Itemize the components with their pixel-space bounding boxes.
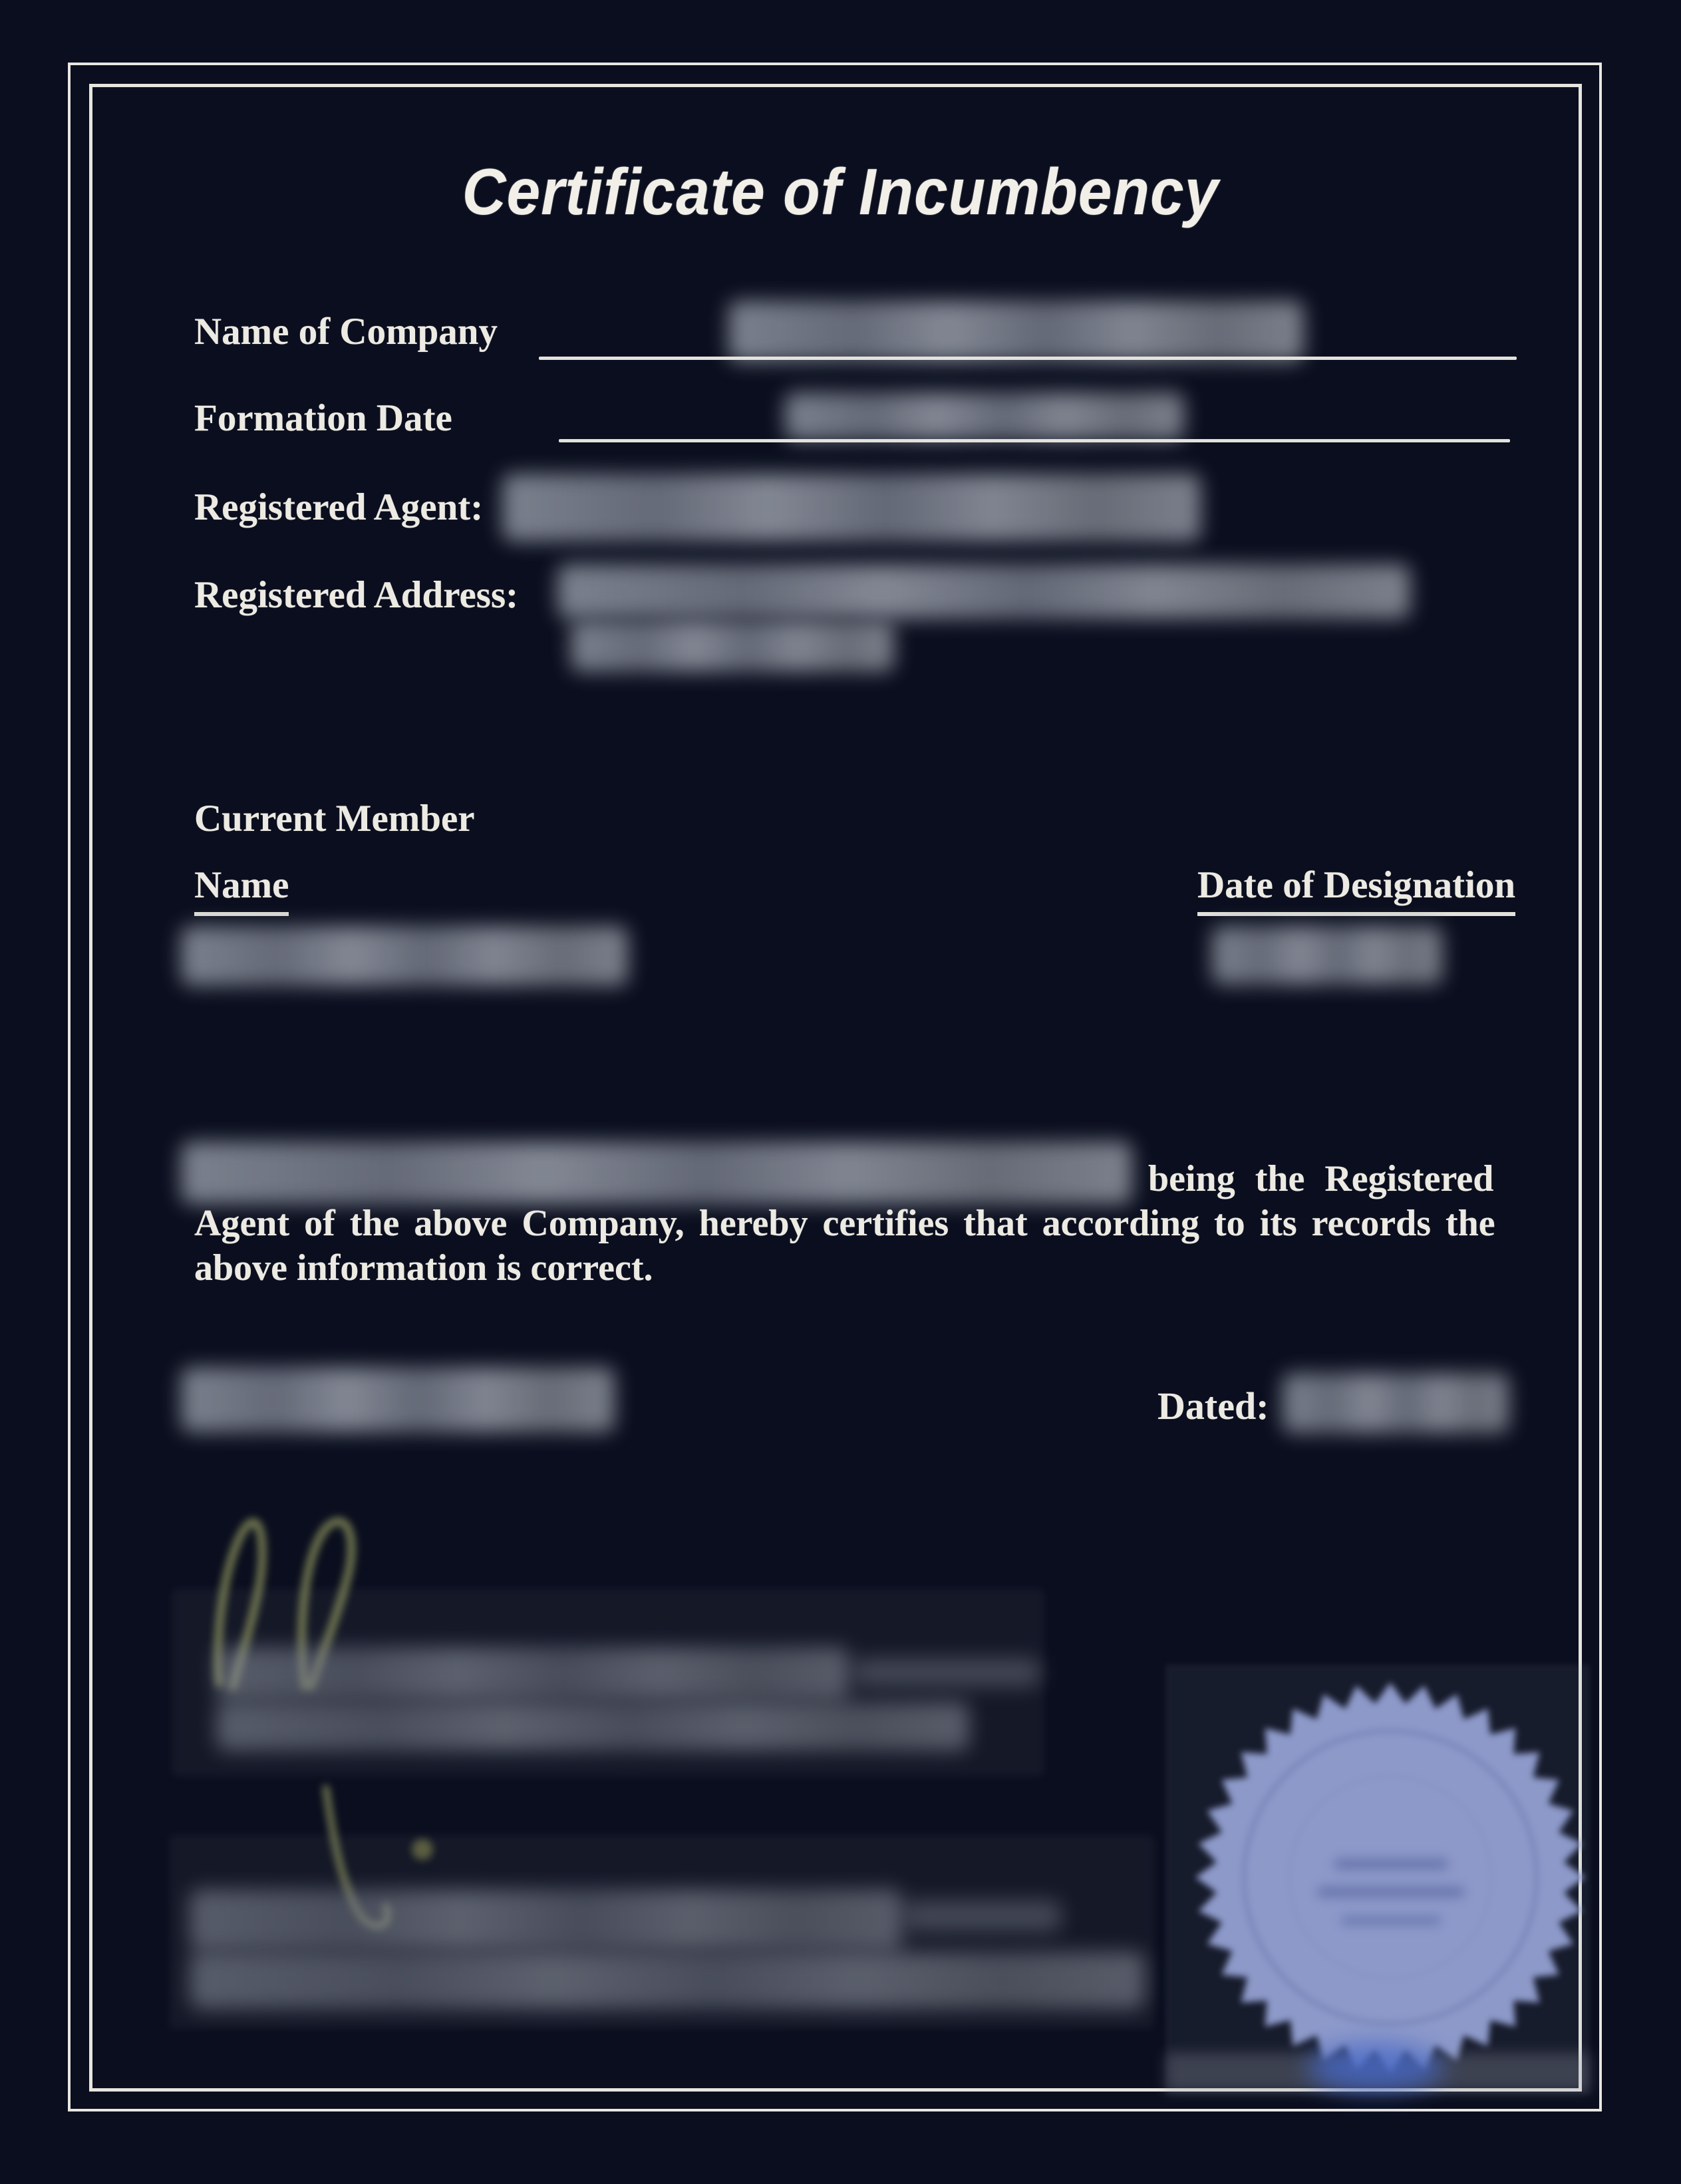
certification-line-3: above information is correct. (194, 1247, 653, 1289)
certificate-title: Certificate of Incumbency (462, 155, 1219, 228)
certification-line-2: Agent of the above Company, hereby certifies that according to its records the (194, 1203, 1495, 1244)
redacted-registered-address-line-2 (571, 620, 894, 672)
field-label-registered-address: Registered Address: (194, 574, 519, 616)
field-label-registered-agent: Registered Agent: (194, 486, 484, 528)
field-label-formation-date: Formation Date (194, 397, 452, 439)
seal-blue-ink-spot (1307, 2044, 1444, 2092)
redacted-signatory-1-line (854, 1658, 1040, 1687)
redacted-dated-value (1283, 1373, 1509, 1433)
redacted-execution-place (181, 1367, 615, 1432)
redacted-member-name (181, 926, 628, 986)
redacted-designation-date (1212, 926, 1442, 985)
redacted-formation-date (785, 392, 1184, 440)
dated-label: Dated: (1157, 1384, 1269, 1428)
redacted-registered-agent (502, 474, 1201, 542)
redacted-company-name (728, 301, 1304, 362)
redacted-certifying-agent-name (181, 1142, 1132, 1204)
redacted-signatory-2-name-title (190, 1889, 903, 1950)
redacted-signatory-1-company (216, 1702, 969, 1751)
redacted-registered-address-line-1 (557, 564, 1410, 619)
notary-seal-icon (1191, 1678, 1590, 2077)
member-section-heading: Current Member (194, 798, 475, 840)
redacted-signatory-2-company (190, 1952, 1145, 2009)
column-header-name: Name (194, 863, 289, 916)
redacted-signatory-2-line (905, 1900, 1062, 1932)
certification-line-1: being the Registered (1148, 1158, 1494, 1199)
company-name-underline (539, 357, 1517, 360)
notary-seal-burst (1195, 1682, 1585, 2072)
column-header-date-of-designation: Date of Designation (1197, 863, 1515, 916)
field-label-company-name: Name of Company (194, 311, 498, 353)
formation-date-underline (559, 439, 1510, 442)
redacted-signatory-1-name-title (216, 1647, 849, 1700)
